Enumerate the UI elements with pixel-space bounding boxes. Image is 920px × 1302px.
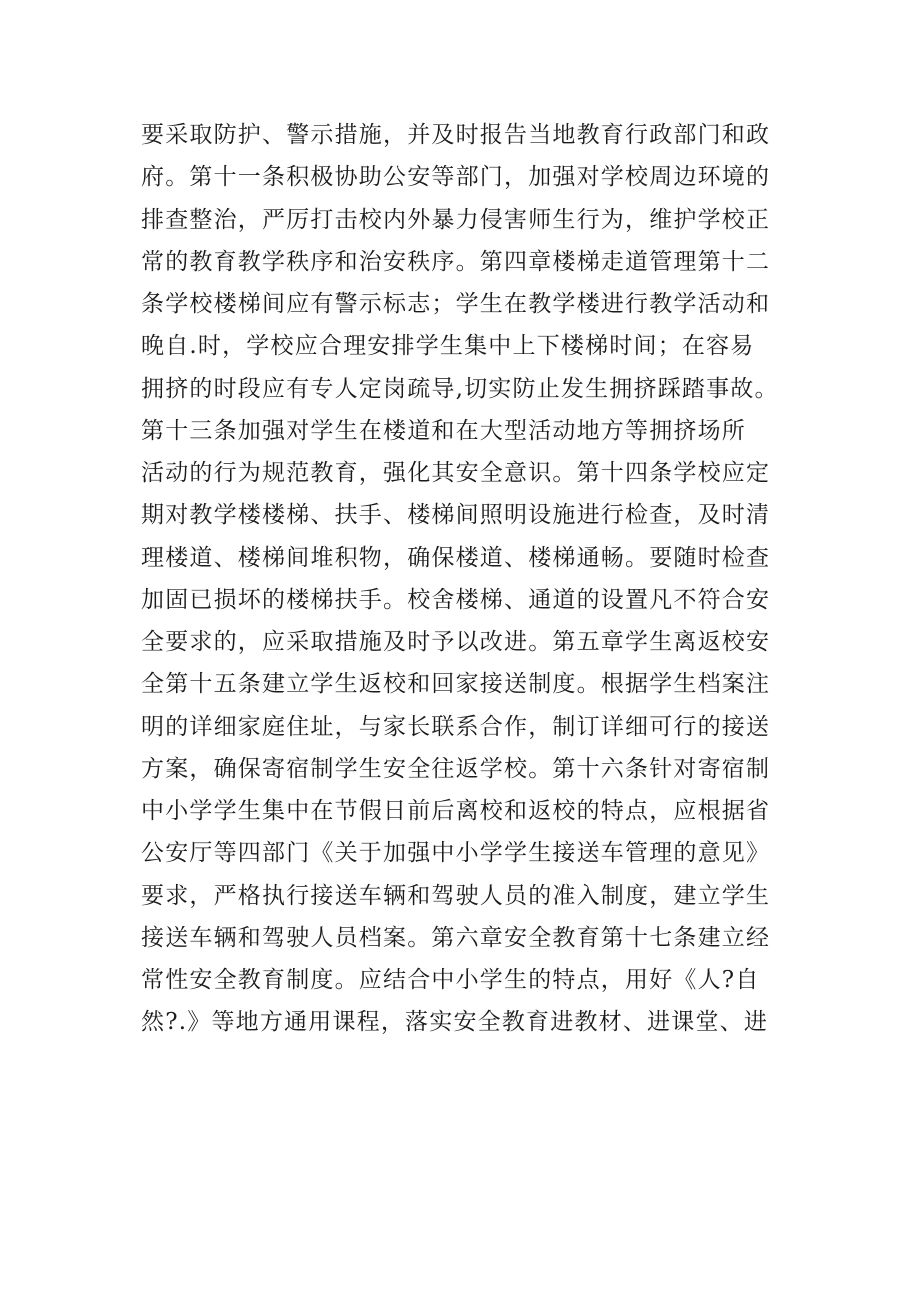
- text-line: 拥挤的时段应有专人定岗疏导,切实防止发生拥挤踩踏事故。: [141, 375, 779, 402]
- text-line: 中小学学生集中在节假日前后离校和返校的特点，应根据省: [141, 798, 771, 824]
- text-line: 常的教育教学秩序和治安秩序。第四章楼梯走道管理第十二: [141, 248, 771, 275]
- text-line: 期对教学楼楼梯、扶手、楼梯间照明设施进行检查，及时清: [141, 502, 771, 529]
- text-line: 府。第十一条积极协助公安等部门，加强对学校周边环境的: [141, 164, 771, 191]
- text-line: 公安厅等四部门《关于加强中小学学生接送车管理的意见》: [141, 840, 771, 867]
- text-line: 全第十五条建立学生返校和回家接送制度。根据学生档案注: [141, 671, 771, 698]
- text-line: 接送车辆和驾驶人员档案。第六章安全教育第十七条建立经: [141, 924, 771, 951]
- text-line: 全要求的，应采取措施及时予以改进。第五章学生离返校安: [141, 629, 771, 655]
- text-line: 要采取防护、警示措施，并及时报告当地教育行政部门和政: [141, 122, 771, 148]
- text-line: 晚自.时，学校应合理安排学生集中上下楼梯时间；在容易: [141, 333, 755, 360]
- text-line: 方案，确保寄宿制学生安全往返学校。第十六条针对寄宿制: [141, 755, 771, 782]
- text-line: 条学校楼梯间应有警示标志；学生在教学楼进行教学活动和: [141, 291, 771, 317]
- text-line: 常性安全教育制度。应结合中小学生的特点，用好《人?自: [141, 967, 760, 993]
- text-line: 第十三条加强对学生在楼道和在大型活动地方等拥挤场所: [141, 417, 746, 444]
- text-line: 要求，严格执行接送车辆和驾驶人员的准入制度，建立学生: [141, 882, 771, 909]
- text-line: 加固已损坏的楼梯扶手。校舍楼梯、通道的设置凡不符合安: [141, 586, 771, 613]
- text-line: 明的详细家庭住址，与家长联系合作，制订详细可行的接送: [141, 713, 771, 740]
- text-line: 理楼道、楼梯间堆积物，确保楼道、楼梯通畅。要随时检查: [141, 544, 771, 571]
- body-text: [141, 114, 841, 1044]
- text-line: 排查整治，严厉打击校内外暴力侵害师生行为，维护学校正: [141, 206, 771, 233]
- text-line: 活动的行为规范教育，强化其安全意识。第十四条学校应定: [141, 460, 771, 486]
- text-line: 然?.》等地方通用课程，落实安全教育进教材、进课堂、进: [141, 1009, 769, 1036]
